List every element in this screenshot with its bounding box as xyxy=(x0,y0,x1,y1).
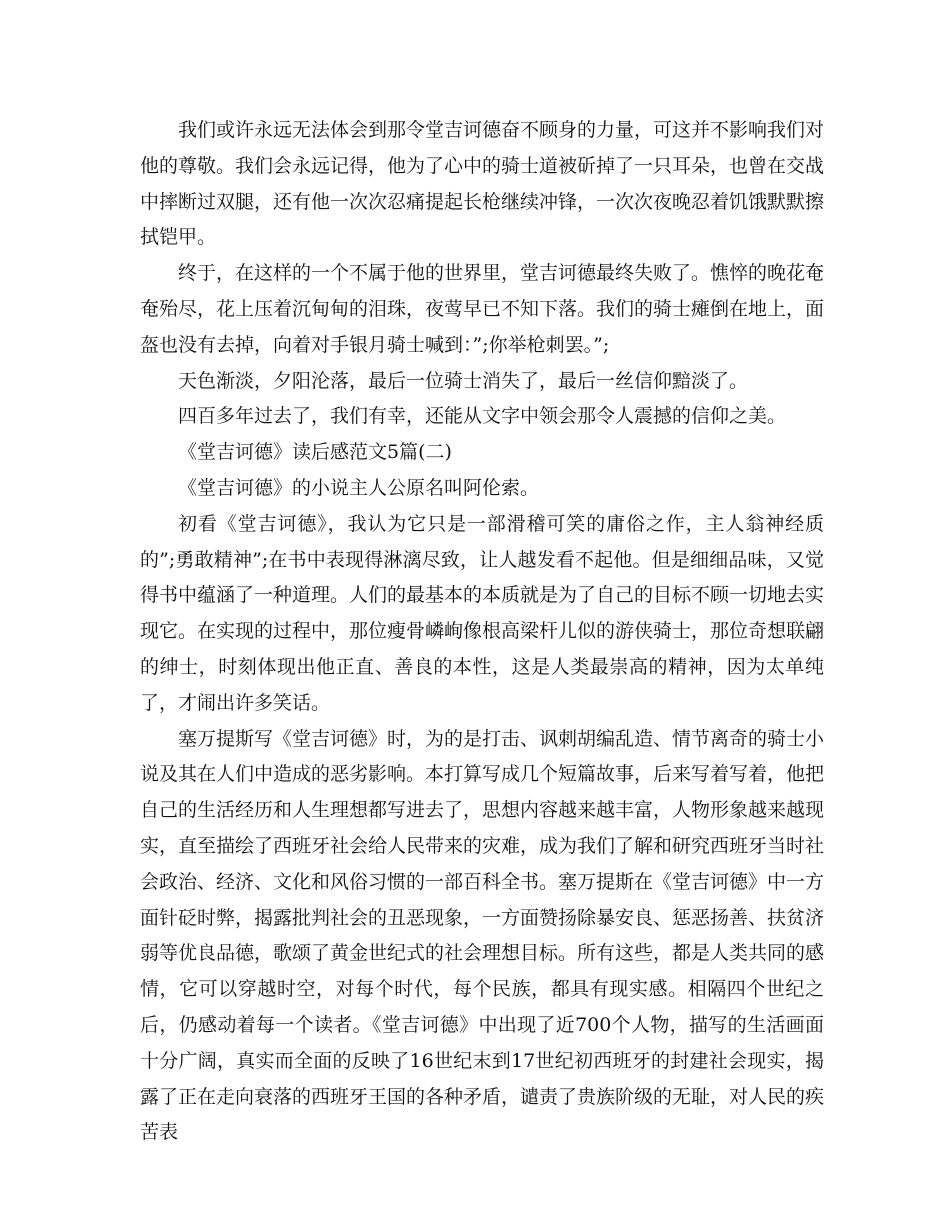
section-heading: 《堂吉诃德》读后感范文5篇(二) xyxy=(178,441,452,464)
paragraph: 天色渐淡，夕阳沦落，最后一位骑士消失了，最后一丝信仰黯淡了。 xyxy=(178,369,749,392)
paragraph: 塞万提斯写《堂吉诃德》时，为的是打击、讽刺胡编乱造、情节离奇的骑士小说及其在人们中造成的恶劣影响。本打算写成几个短篇故事，后来写着写着，他把自己的生活经历和人生理想都写进去了，思想内容越来越丰富，人物形象越来越现实，直至描绘了西班牙社会给人民带来的灾难，成为我们了解和研究西班牙当时社会政治、经济、文化和风俗习惯的一部百科全书。塞万提斯在《堂吉诃德》中一方面针砭时弊，揭露批判社会的丑恶现象，一方面赞扬除暴安良、惩恶扬善、扶贫济弱等优良品德，歌颂了黄金世纪式的社会理想目标。所有这些，都是人类共同的感情，它可以穿越时空，对每个时代，每个民族，都具有现实感。相隔四个世纪之后，仍感动着每一个读者。《堂吉诃德》中出现了近700个人物，描写的生活画面十分广阔，真实而全面的反映了16世纪末到17世纪初西班牙的封建社会现实，揭露了正在走向衰落的西班牙王国的各种矛盾，谴责了贵族阶级的无耻，对人民的疾苦表 xyxy=(140,727,825,1144)
document-body xyxy=(140,113,824,1151)
paragraph: 四百多年过去了，我们有幸，还能从文字中领会那令人震撼的信仰之美。 xyxy=(178,405,787,428)
paragraph: 终于，在这样的一个不属于他的世界里，堂吉诃德最终失败了。憔悴的晚花奄奄殆尽，花上压着沉甸甸的泪珠，夜莺早已不知下落。我们的骑士瘫倒在地上，面盔也没有去掉，向着对手银月骑士喊到：”;你举枪刺罢。”; xyxy=(140,262,825,356)
paragraph: 初看《堂吉诃德》，我认为它只是一部滑稽可笑的庸俗之作，主人翁神经质的”;勇敢精神”;在书中表现得淋漓尽致，让人越发看不起他。但是细细品味，又觉得书中蕴涵了一种道理。人们的最基本的本质就是为了自己的目标不顾一切地去实现它。在实现的过程中，那位瘦骨嶙峋像根高梁杆儿似的游侠骑士，那位奇想联翩的绅士，时刻体现出他正直、善良的本性，这是人类最崇高的精神，因为太单纯了，才闹出许多笑话。 xyxy=(140,512,825,714)
paragraph: 我们或许永远无法体会到那令堂吉诃德奋不顾身的力量，可这并不影响我们对他的尊敬。我们会永远记得，他为了心中的骑士道被斫掉了一只耳朵，也曾在交战中摔断过双腿，还有他一次次忍痛提起长枪继续冲锋，一次次夜晚忍着饥饿默默擦拭铠甲。 xyxy=(140,119,825,249)
paragraph: 《堂吉诃德》的小说主人公原名叫阿伦索。 xyxy=(178,476,540,499)
